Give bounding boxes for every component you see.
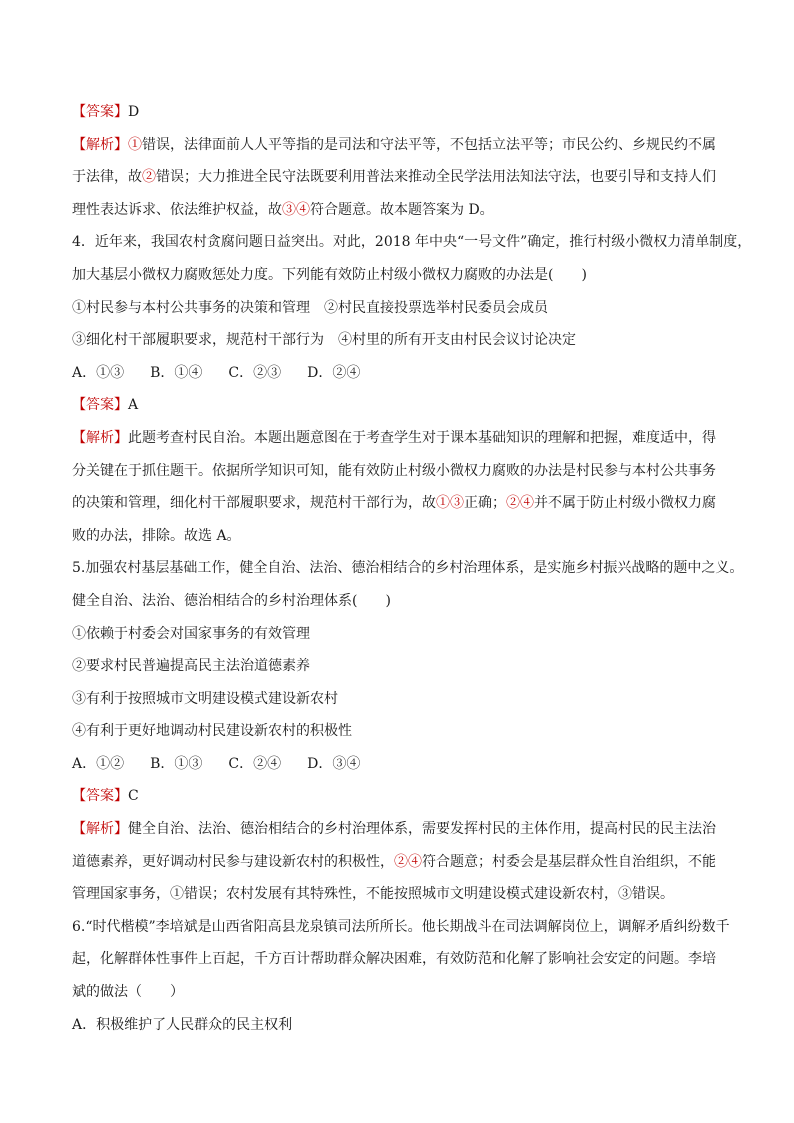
highlighted-text: ③④ — [282, 201, 310, 218]
body-text: ②要求村民普遍提高民主法治道德素养 — [72, 658, 310, 675]
body-text: 符合题意。故本题答案为 D。 — [310, 201, 494, 218]
body-text: A．积极维护了人民群众的民主权利 — [72, 1016, 293, 1033]
text-line — [72, 194, 728, 227]
body-text: 4．近年来，我国农村贪腐问题日益突出。对此，2018 年中央“一号文件”确定，推行村级小微权力清单制度， — [72, 234, 752, 251]
option-item: D．②④ — [307, 364, 361, 381]
body-text: ①村民参与本村公共事务的决策和管理 ②村民直接投票选举村民委员会成员 — [72, 299, 548, 316]
highlighted-text: ②④ — [394, 853, 422, 870]
text-line — [72, 552, 744, 585]
text-line — [72, 585, 728, 618]
text-line — [72, 618, 728, 651]
answer-value: A — [128, 397, 139, 414]
body-text: 管理国家事务，①错误；农村发展有其特殊性，不能按照城市文明建设模式建设新农村，③错误。 — [72, 886, 674, 903]
text-line — [72, 226, 752, 259]
option-item: C．②④ — [228, 755, 282, 772]
text-line — [72, 487, 728, 520]
text-line — [72, 846, 728, 879]
text-line — [72, 911, 728, 944]
option-item: D．③④ — [307, 755, 361, 772]
analysis-tag: 【解析】 — [72, 821, 128, 838]
text-line — [72, 455, 728, 488]
options-line — [72, 357, 728, 390]
analysis-line — [72, 813, 728, 846]
text-line — [72, 161, 728, 194]
answer-line — [72, 389, 728, 422]
answer-tag: 【答案】 — [72, 104, 128, 120]
highlighted-text: ① — [128, 136, 142, 153]
body-text: 6.“时代楷模”李培斌是山西省阳高县龙泉镇司法所所长。他长期战斗在司法调解岗位上，调解矛盾纠纷数千 — [72, 918, 730, 935]
body-text: 错误；大力推进全民守法既要利用普法来推动全民学法用法知法守法，也要引导和支持人们 — [156, 169, 716, 186]
body-text: 加大基层小微权力腐败惩处力度。下列能有效防止村级小微权力腐败的办法是( ) — [72, 266, 587, 283]
body-text: 正确； — [464, 495, 506, 512]
body-text: 健全自治、法治、德治相结合的乡村治理体系，需要发挥村民的主体作用，提高村民的民主法治 — [128, 821, 716, 838]
answer-value: C — [128, 788, 139, 805]
analysis-line — [72, 129, 728, 162]
text-line — [72, 683, 728, 716]
text-line — [72, 715, 728, 748]
text-line — [72, 292, 728, 325]
text-line — [72, 976, 728, 1009]
analysis-tag: 【解析】 — [72, 429, 128, 446]
body-text: 符合题意；村委会是基层群众性自治组织，不能 — [422, 853, 716, 870]
text-line — [72, 1009, 728, 1042]
body-text: 败的办法，排除。故选 A。 — [72, 527, 241, 544]
text-line — [72, 520, 728, 553]
body-text: 斌的做法（ ） — [72, 984, 184, 1001]
document-body — [72, 96, 752, 1041]
highlighted-text: ①③ — [436, 495, 464, 512]
option-item: C．②③ — [228, 364, 282, 381]
answer-tag: 【答案】 — [72, 788, 128, 805]
text-line — [72, 259, 728, 292]
body-text: 5.加强农村基层基础工作，健全自治、法治、德治相结合的乡村治理体系，是实施乡村振兴战略的题中之义。 — [72, 560, 744, 577]
body-text: 此题考查村民自治。本题出题意图在于考查学生对于课本基础知识的理解和把握，难度适中，得 — [128, 429, 716, 446]
text-line — [72, 878, 728, 911]
body-text: ①依赖于村委会对国家事务的有效管理 — [72, 625, 310, 642]
body-text: 的决策和管理，细化村干部履职要求，规范村干部行为，故 — [72, 495, 436, 512]
body-text: 起，化解群体性事件上百起，千方百计帮助群众解决困难，有效防范和化解了影响社会安定的问题。李培 — [72, 951, 716, 968]
highlighted-text: ②④ — [506, 495, 534, 512]
option-item: B．①④ — [150, 364, 203, 381]
answer-line — [72, 96, 728, 129]
answer-value: D — [128, 104, 140, 120]
body-text: ④有利于更好地调动村民建设新农村的积极性 — [72, 723, 352, 740]
body-text: 健全自治、法治、德治相结合的乡村治理体系( ) — [72, 592, 391, 609]
answer-tag: 【答案】 — [72, 397, 128, 414]
body-text: 分关键在于抓住题干。依据所学知识可知，能有效防止村级小微权力腐败的办法是村民参与本村公共事务 — [72, 462, 716, 479]
option-item: A．①② — [72, 755, 125, 772]
text-line — [72, 943, 728, 976]
analysis-line — [72, 422, 728, 455]
option-item: A．①③ — [72, 364, 125, 381]
body-text: 错误，法律面前人人平等指的是司法和守法平等，不包括立法平等；市民公约、乡规民约不属 — [142, 136, 716, 153]
text-line — [72, 324, 728, 357]
body-text: 并不属于防止村级小微权力腐 — [534, 495, 716, 512]
body-text: 道德素养，更好调动村民参与建设新农村的积极性， — [72, 853, 394, 870]
text-line — [72, 650, 728, 683]
body-text: 理性表达诉求、依法维护权益，故 — [72, 201, 282, 218]
body-text: ③细化村干部履职要求，规范村干部行为 ④村里的所有开支由村民会议讨论决定 — [72, 332, 576, 349]
options-line — [72, 748, 728, 781]
body-text: 于法律，故 — [72, 169, 142, 186]
option-item: B．①③ — [150, 755, 203, 772]
analysis-tag: 【解析】 — [72, 136, 128, 153]
body-text: ③有利于按照城市文明建设模式建设新农村 — [72, 690, 338, 707]
answer-line — [72, 780, 728, 813]
highlighted-text: ② — [142, 169, 156, 186]
